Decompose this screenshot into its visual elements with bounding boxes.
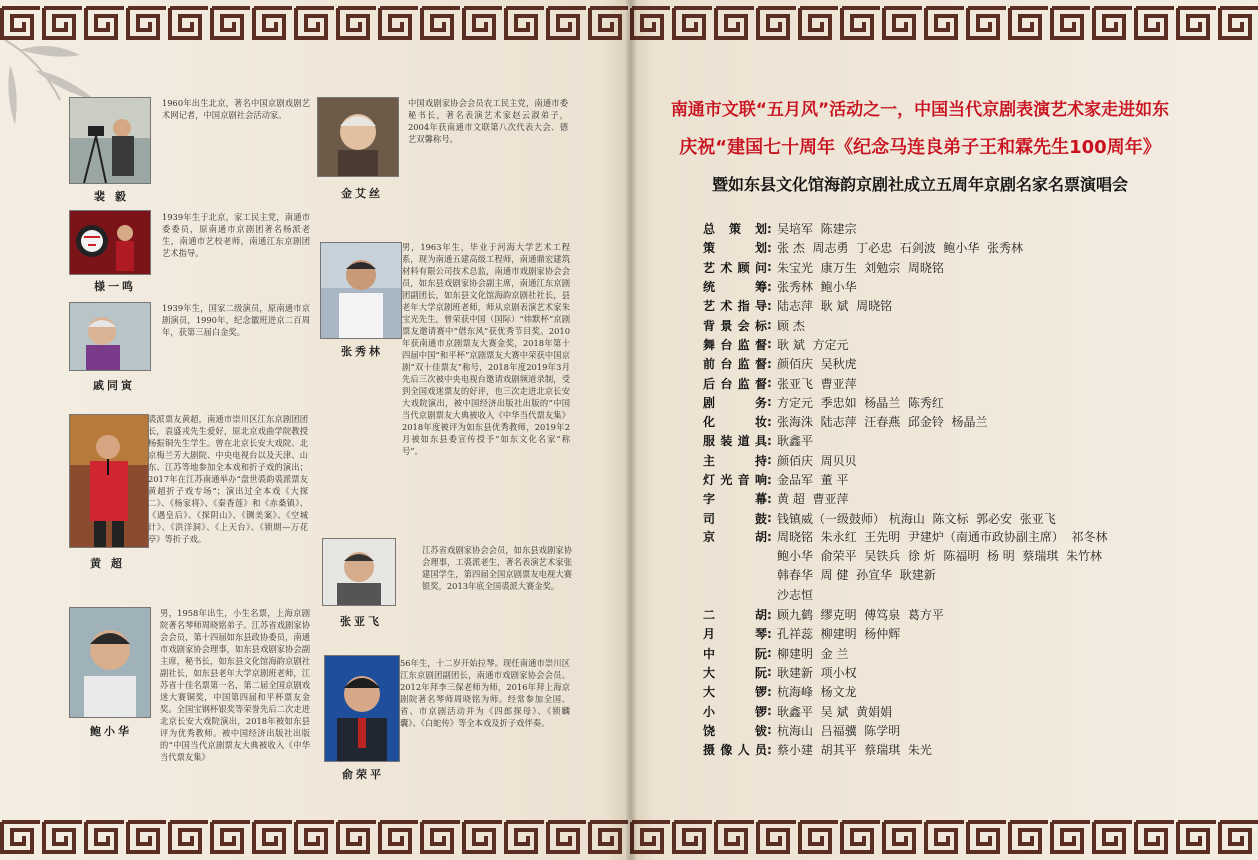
credit-role: 舞台监督 (703, 337, 767, 352)
performer-bio: 1960年出生北京，著名中国京剧戏剧艺术网记者，中国京剧社会活动家。 (162, 98, 310, 120)
credit-names: 顾九鹤 缪克明 傅笃泉 葛方平 (777, 608, 944, 623)
credit-role: 策划 (703, 241, 767, 256)
credit-role: 司鼓 (703, 511, 767, 526)
credit-names: 顾 杰 (777, 318, 805, 333)
credit-role: 总策划 (703, 222, 767, 237)
credit-row: 艺术指导 : 陆志萍 耿 斌 周晓铭 (703, 298, 893, 314)
credit-row: 摄像人员 : 蔡小建 胡其平 蔡瑞琪 朱光 (703, 742, 932, 758)
performer-name: 张秀林 (341, 345, 383, 358)
credit-role: 艺术顾问 (703, 260, 767, 275)
credit-names: 耿鑫平 吴 斌 黄娟娟 (777, 704, 893, 719)
credit-names: 耿建新 项小权 (777, 665, 857, 680)
credit-role: 大锣 (703, 685, 767, 700)
performer-name: 様一鸣 (94, 280, 136, 293)
credits-list (703, 219, 1223, 759)
performer-photo (69, 302, 151, 371)
credit-role: 后台监督 (703, 376, 767, 391)
credit-role: 二胡 (703, 608, 767, 623)
credit-names: 钱镇威（一级鼓师） 杭海山 陈文标 郭必安 张亚飞 (777, 511, 1056, 526)
credit-row: 背景会标 : 顾 杰 (703, 318, 805, 333)
credit-row: 艺术顾问 : 朱宝光 康万生 刘勉宗 周晓铭 (703, 260, 944, 275)
performer-photo (69, 607, 151, 718)
credit-role: 艺术指导 (703, 299, 767, 314)
credit-role: 饶钹 (703, 723, 767, 738)
performer-bio: 1939年生，国家二级演员，原南通市京剧演员，1990年，纪念徽班进京二百周年，获第三届白金奖。 (162, 303, 310, 337)
credit-role: 中阮 (703, 646, 767, 661)
credit-role: 月琴 (703, 627, 767, 642)
credit-role: 灯光音响 (703, 473, 767, 487)
credit-role: 主持 (703, 453, 767, 468)
credit-row: 大阮 : 耿建新 项小权 (703, 665, 857, 680)
performer-bio: 男，1958年出生，小生名票，上海京剧院著名琴师周晓铭弟子。江苏省戏剧家协会会员，第十四届如东县政协委员，南通市戏剧家协会理事，如东县戏剧家协会副主席，秘书长，如东县文化馆海韵京剧社副社长，如东县老年大学京剧班老师，江苏省十佳名票第一名，第二届全国京剧戏迷大赛铜奖，中国第四届和平杯票友金奖。全国宝钢杯银奖等荣誉先后二次走进北京长安大戏院演出，2018年被如东县评为优秀教师。被中国经济出版社出版的“中国当代京剧票友大典被收入《中华当代票友集》 (160, 608, 310, 762)
title-line-1: 南通市文联“五月风”活动之一，中国当代京剧表演艺术家走进如东 (670, 100, 1170, 120)
credit-role: 摄像人员 (703, 743, 767, 758)
performer-bio: 56年生，十二岁开始拉琴。现任南通市崇川区江东京剧团副团长，南通市戏剧家协会会员。2012年拜李三保老师为师，2016年拜上海京剧院著名琴师周晓铭为师。经常参加全国、省、市京剧活动并为《四郎探母》、《锁麟囊》、《白蛇传》等全本戏及折子戏伴奏。 (400, 658, 570, 728)
performer-name: 鲍小华 (90, 725, 132, 738)
credit-row: 剧务 : 方定元 季忠如 杨晶兰 陈秀红 (703, 395, 944, 410)
credit-names: 杭海峰 杨文龙 (777, 685, 857, 700)
credit-names: 耿 斌 方定元 (777, 337, 849, 352)
credit-names: 耿鑫平 (777, 434, 814, 449)
credit-role: 大阮 (703, 665, 767, 680)
performer-bio: 裘派票友黄超，南通市崇川区江东京剧团团长，袁盛戎先生爱好，原北京戏曲学院教授杨振铜先生学生。曾在北京长安大戏院、北京梅兰芳大剧院、中央电视台以及天津、山东、江苏等地参加全本戏和折子戏的演出；2017年在江苏南通举办“盘世裘韵裘派票友黄超折子戏专场”；演出过全本戏《大探二》、《杨家将》、《秦香莲》和《赤桑镇》、《遇皇后》、《探阴山》、《铡美案》、《空城计》、《洪洋洞》、《上天台》、《锁期—万花亭》等折子戏。 (148, 414, 308, 544)
performer-name: 裴 毅 (94, 190, 129, 203)
credit-row: 前台监督 : 颜佰庆 吴秋虎 (703, 356, 857, 372)
performer-photo (69, 97, 151, 184)
credit-names: 张秀林 鲍小华 (777, 280, 857, 295)
credit-row: 策划 : 张 杰 周志勇 丁必忠 石剑波 鲍小华 张秀林 (703, 240, 1023, 256)
credit-row: 大锣 : 杭海峰 杨文龙 (703, 684, 857, 700)
credit-row: 字幕 : 黄 超 曹亚萍 (703, 491, 849, 507)
performer-name: 张亚飞 (340, 615, 382, 628)
performer-name: 金艾丝 (341, 187, 383, 200)
credit-row: 中阮 : 柳建明 金 兰 (703, 646, 849, 661)
credit-role: 剧务 (703, 395, 767, 410)
credit-names: 周晓铭 朱永红 王先明 尹建炉（南通市政协副主席） 祁冬林 鲍小华 俞荣平 吴铁兵 徐 炘 陈福明 杨 明 蔡瑞琪 朱竹林 韩春华 周 健 孙宣华 耿建新 沙志恒 (777, 529, 1108, 602)
credit-row: 服装道具 : 耿鑫平 (703, 433, 814, 449)
credit-row: 灯光音响 : 金品军 董 平 (703, 472, 849, 487)
center-fold (626, 0, 636, 860)
credit-row: 月琴 : 孔祥蕊 柳建明 杨仲辉 (703, 626, 901, 642)
performer-bio: 1939年生于北京，家工民主党，南通市委委员，原南通市京剧团著名杨派老生，南通市艺校老师，南通江东京剧团艺术指导。 (162, 212, 310, 258)
credit-names: 方定元 季忠如 杨晶兰 陈秀红 (777, 395, 944, 410)
credit-role: 统筹 (703, 280, 767, 295)
credit-row: 统筹 : 张秀林 鲍小华 (703, 279, 857, 295)
performer-photo (322, 538, 396, 606)
credit-row: 饶钹 : 杭海山 吕福骥 陈学明 (703, 723, 901, 738)
performer-photo (324, 655, 400, 762)
title-line-2: 庆祝“建国七十周年《纪念马连良弟子王和霖先生100周年》 (679, 137, 1161, 158)
credit-row: 京胡 : 周晓铭 朱永红 王先明 尹建炉（南通市政协副主席） 祁冬林 鲍小华 俞荣平 吴铁兵 徐 炘 陈福明 杨 明 蔡瑞琪 朱竹林 韩春华 周 健 孙宣华 耿建新 沙志恒 (703, 528, 1223, 605)
credit-role: 前台监督 (703, 357, 767, 372)
performer-photo (320, 242, 402, 339)
credit-names: 孔祥蕊 柳建明 杨仲辉 (777, 627, 901, 642)
credit-names: 张 杰 周志勇 丁必忠 石剑波 鲍小华 张秀林 (777, 241, 1023, 256)
performer-bio: 中国戏剧家协会会员农工民主党，南通市委秘书长，著名表演艺术家赵云淑弟子，2004年获南通市文联第八次代表大会、德艺双馨称号。 (408, 98, 568, 144)
credit-names: 柳建明 金 兰 (777, 646, 849, 661)
performer-name: 戚同寅 (93, 379, 135, 392)
performer-bio: 男，1963年生，毕业于河海大学艺术工程系，现为南通五建高级工程师，南通鼎宏建筑材料有限公司技术总监，南通市戏剧家协会会员，如东县戏剧家协会副主席，南通江东京剧团副团长，如东县文化馆海韵京剧社社长，县老年大学京剧班老师，师从京剧表演艺术家朱宝光先生，曾荣获中国（国际）“炜默杯”京剧票友邀请赛中“借东风”获优秀节目奖。2010年获南通市京剧票友大赛金奖，2018年第十四届中国“和平杯”京剧票友大赛中荣获中国京剧“双十佳票友”称号，2018年度2019年3月先后三次被中央电视台邀请戏剧频道录制，受到全国戏迷票友的好评，也三次走进北京长安大戏院演出，被中国经济出版社出版的“中国当代京剧票友大典被收入《中华当代票友集》2018年度被评为如东县优秀教师，2019年2月被如东县委宣传授予”如东文化名家“称号”。 (402, 242, 570, 456)
credit-names: 蔡小建 胡其平 蔡瑞琪 朱光 (777, 743, 932, 758)
performer-photo (69, 414, 149, 548)
credit-role: 小锣 (703, 704, 767, 719)
credit-names: 朱宝光 康万生 刘勉宗 周晓铭 (777, 260, 944, 275)
credit-names: 金品军 董 平 (777, 473, 849, 487)
performer-name: 俞荣平 (342, 768, 384, 781)
credit-row: 小锣 : 耿鑫平 吴 斌 黄娟娟 (703, 704, 893, 719)
credit-names: 黄 超 曹亚萍 (777, 492, 849, 507)
title-line-3: 暨如东县文化馆海韵京剧社成立五周年京剧名家名票演唱会 (711, 175, 1128, 194)
credit-role: 京胡 (703, 529, 767, 544)
credit-names: 张海洙 陆志萍 汪春燕 邱金铃 杨晶兰 (777, 415, 988, 430)
credit-role: 字幕 (703, 492, 767, 507)
credit-role: 服装道具 (703, 434, 767, 449)
credit-names: 颜佰庆 周贝贝 (777, 453, 857, 468)
credit-role: 背景会标 (703, 318, 767, 333)
credit-row: 主持 : 颜佰庆 周贝贝 (703, 453, 857, 468)
performer-bio: 江苏省戏剧家协会会员，如东县戏剧家协会理事，工裘派老生，著名表演艺术家张建国学生，第四届全国京剧票友电视大赛银奖，2013年底全国裘派大赛金奖。 (422, 545, 572, 591)
performer-name: 黄 超 (90, 557, 125, 570)
credit-row: 后台监督 : 张亚飞 曹亚萍 (703, 376, 857, 391)
credit-names: 颜佰庆 吴秋虎 (777, 357, 857, 372)
credit-row: 化妆 : 张海洙 陆志萍 汪春燕 邱金铃 杨晶兰 (703, 414, 988, 430)
credit-row: 总策划 : 吴培军 陈建宗 (703, 221, 857, 237)
credit-row: 司鼓 : 钱镇威（一级鼓师） 杭海山 陈文标 郭必安 张亚飞 (703, 511, 1056, 526)
credit-role: 化妆 (703, 415, 767, 430)
credit-row: 二胡 : 顾九鹤 缪克明 傅笃泉 葛方平 (703, 607, 944, 623)
credit-names: 杭海山 吕福骥 陈学明 (777, 723, 901, 738)
performer-photo (317, 97, 399, 177)
credit-names: 吴培军 陈建宗 (777, 222, 857, 237)
performer-photo (69, 210, 151, 275)
credit-row: 舞台监督 : 耿 斌 方定元 (703, 337, 849, 352)
credit-names: 陆志萍 耿 斌 周晓铭 (777, 299, 893, 314)
credit-names: 张亚飞 曹亚萍 (777, 376, 857, 391)
